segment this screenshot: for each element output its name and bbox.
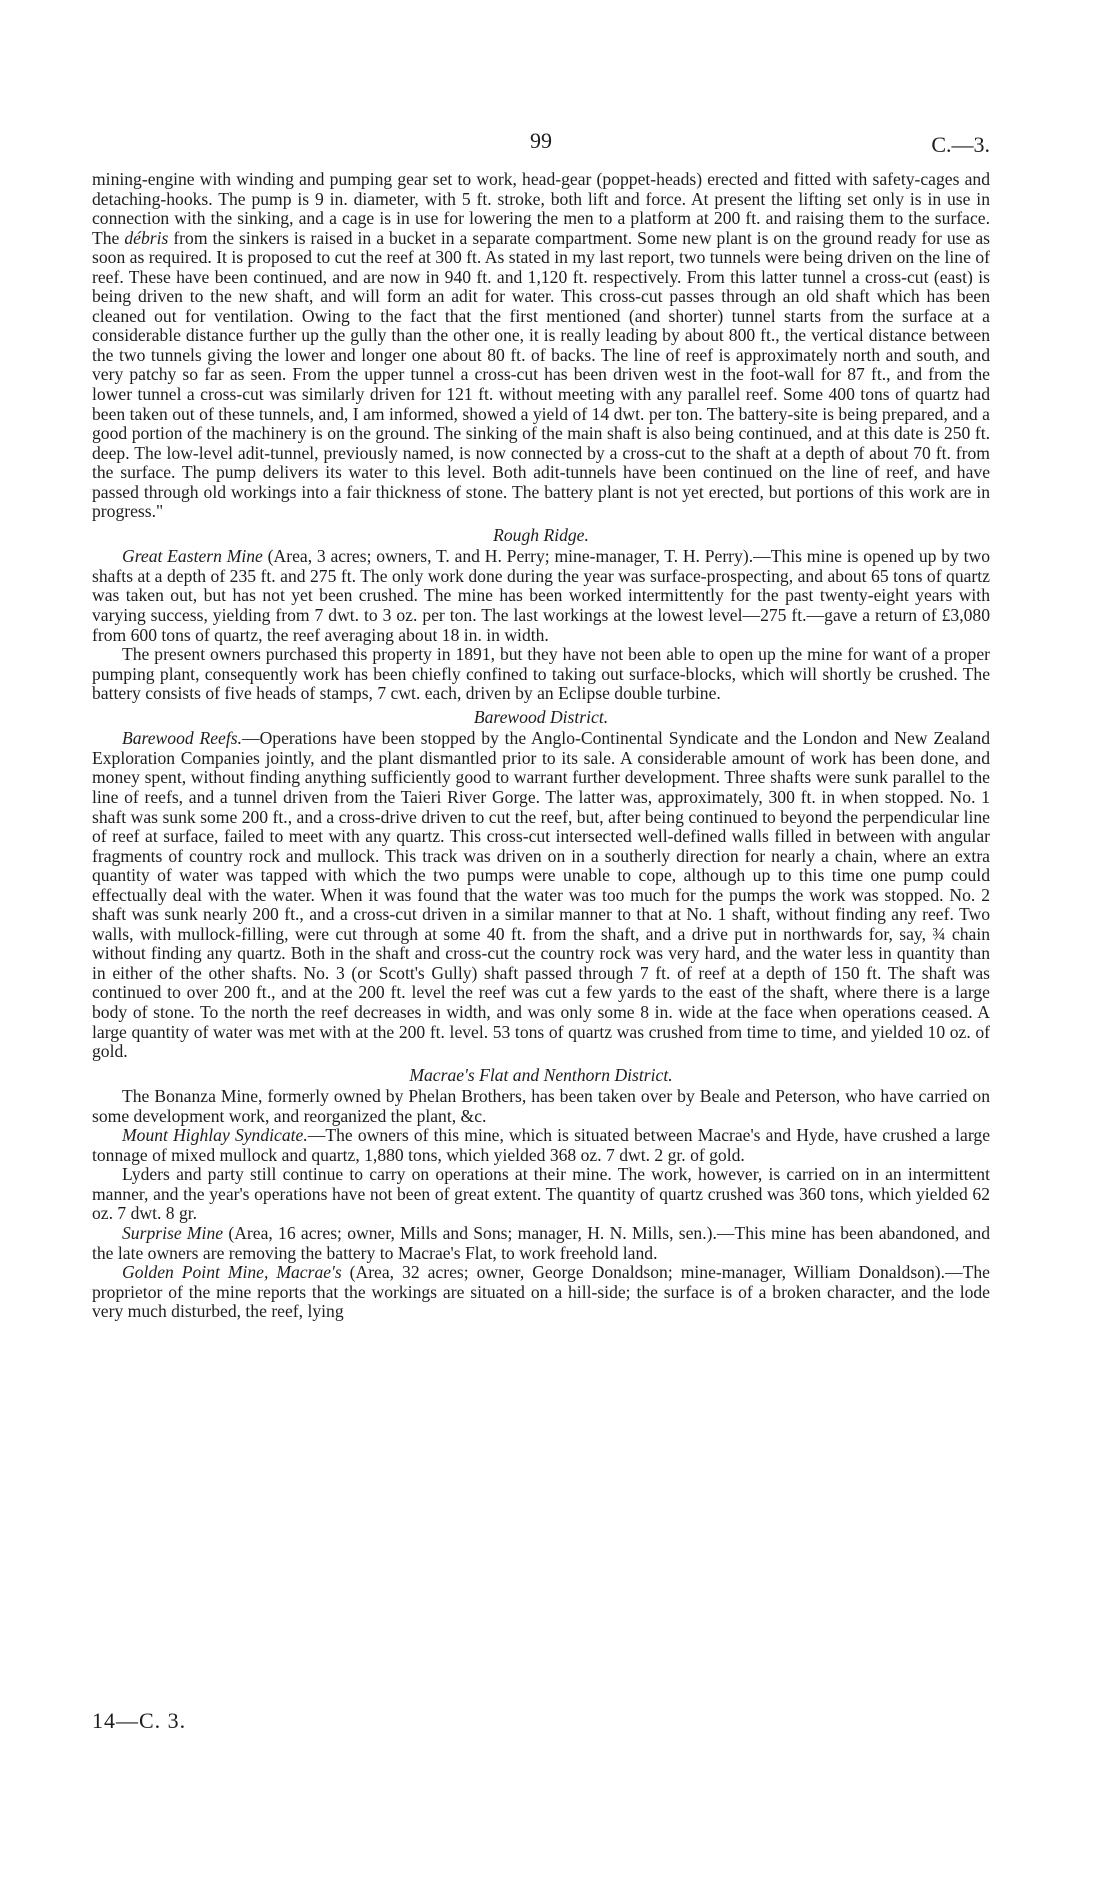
paragraph-text: (Area, 16 acres; owner, Mills and Sons; manager, H. N. Mills, sen.).—This mine has been abandoned, and the late owners are removing the battery to Macrae's Flat, to work freehold land. [92, 1222, 990, 1263]
paragraph-text: mining-engine with winding and pumping gear set to work, head-gear (poppet-heads) erected and fitted with safety-cages and detaching-hooks. The pump is 9 in. diameter, with 5 ft. stroke, both lift and force. At present the lifting set only is in use in connection with the sinking, and a cage is in use for lowering the men to a platform at 200 ft. and raising them to the surface. The [92, 169, 990, 248]
mine-name: Mount Highlay Syndicate. [122, 1125, 308, 1146]
mine-name: Great Eastern Mine [122, 546, 263, 567]
document-reference: C.—3. [931, 132, 990, 157]
paragraph-barewood-reefs [92, 729, 990, 1061]
paragraph-text: from the sinkers is raised in a bucket in a separate compartment. Some new plant is on the ground ready for use as soon as required. It is proposed to cut the reef at 300 ft. As stated in my last report, two tunnels were being driven on the line of reef. These have been continued, and are now in 940 ft. and 1,120 ft. respectively. From this latter tunnel a cross-cut (east) is being driven to the new shaft, and will form an adit for water. This cross-cut passes through an old shaft which has been cleaned out for ventilation. Owing to the fact that the first mentioned (and shorter) tunnel starts from the surface at a considerable distance further up the gully than the other one, it is really leading by about 800 ft., the vertical distance between the two tunnels giving the lower and longer one about 80 ft. of backs. The line of reef is approximately north and south, and very patchy so far as seen. From the upper tunnel a cross-cut has been driven west in the foot-wall for 87 ft., and from the lower tunnel a cross-cut was similarly driven for 121 ft. without meeting with any parallel reef. Some 400 tons of quartz had been taken out of these tunnels, and, I am informed, showed a yield of 14 dwt. per ton. The battery-site is being prepared, and a good portion of the machinery is on the ground. The sinking of the main shaft is also being continued, and at this date is 250 ft. deep. The low-level adit-tunnel, previously named, is now connected by a cross-cut to the shaft at a depth of about 70 ft. from the surface. The pump delivers its water to this level. Both adit-tunnels have been continued on the line of reef, and have passed through old workings into a fair thickness of stone. The battery plant is not yet erected, but portions of this work are in progress." [92, 227, 990, 522]
paragraph-text: —Operations have been stopped by the Anglo-Continental Syndicate and the London and New Zealand Exploration Companies jointly, and the plant dismantled prior to its sale. A considerable amount of work has been done, and money spent, without finding anything sufficiently good to warrant further development. Three shafts were sunk parallel to the line of reefs, and a tunnel driven from the Taieri River Gorge. The latter was, approximately, 300 ft. in when stopped. No. 1 shaft was sunk some 200 ft., and a cross-drive driven to cut the reef, but, after being continued to beyond the perpendicular line of reef at surface, failed to meet with any quartz. This cross-cut intersected well-defined walls filled in between with angular fragments of country rock and mullock. This track was driven on in a southerly direction for nearly a chain, where an extra quantity of water was tapped with which the two pumps were unable to cope, although up to this time one pump could effectually deal with the water. When it was found that the water was too much for the pumps the work was stopped. No. 2 shaft was sunk nearly 200 ft., and a cross-cut driven in a similar manner to that at No. 1 shaft, without finding any reef. Two walls, with mullock-filling, were cut through at some 40 ft. from the shaft, and a drive put in northwards for, say, ¾ chain without finding any quartz. Both in the shaft and cross-cut the country rock was very hard, and the water less in quantity than in either of the other shafts. No. 3 (or Scott's Gully) shaft passed through 7 ft. of reef at a depth of 150 ft. The shaft was continued to over 200 ft., and at the 200 ft. level the reef was cut a few yards to the east of the shaft, where there is a large body of stone. To the north the reef decreases in width, and was only some 8 in. wide at the face when operations ceased. A large quantity of water was met with at the 200 ft. level. 53 tons of quartz was crushed from time to time, and yielded 10 oz. of gold. [92, 728, 990, 1062]
paragraph-surprise-mine [92, 1224, 990, 1263]
page-number: 99 [530, 128, 552, 153]
section-heading-barewood: Barewood District. [473, 706, 609, 727]
paragraph-text: (Area, 32 acres; owner, George Donaldson; mine-manager, William Donaldson).—The proprietor of the mine reports that the workings are situated on a hill-side; the surface is of a broken character, and the lode very much disturbed, the reef, lying [92, 1262, 990, 1322]
mine-name: Golden Point Mine, Macrae's [122, 1262, 342, 1283]
paragraph-text: (Area, 3 acres; owners, T. and H. Perry; mine-manager, T. H. Perry).—This mine is opened up by two shafts at a depth of 235 ft. and 275 ft. The only work done during the year was surface-prospecting, and about 65 tons of quartz was taken out, but has not yet been crushed. The mine has been worked intermittently for the past twenty-eight years with varying success, yielding from 7 dwt. to 3 oz. per ton. The last workings at the lowest level—275 ft.—gave a return of £3,080 from 600 tons of quartz, the reef averaging about 18 in. in width. [92, 546, 990, 645]
paragraph-bonanza: The Bonanza Mine, formerly owned by Phelan Brothers, has been taken over by Beale and Peterson, who have carried on some development work, and reorganized the plant, &c. [92, 1086, 990, 1126]
mine-name: Barewood Reefs. [122, 728, 242, 749]
paragraph-great-eastern [92, 547, 990, 645]
section-heading-macraes: Macrae's Flat and Nenthorn District. [409, 1064, 673, 1085]
signature-mark: 14—C. 3. [92, 1708, 187, 1733]
page-header [92, 118, 990, 158]
paragraph-golden-point [92, 1263, 990, 1322]
paragraph-continuation [92, 170, 990, 522]
paragraph-owners: The present owners purchased this property in 1891, but they have not been able to open up the mine for want of a proper pumping plant, consequently work has been chiefly confined to taking out surface-blocks, which will shortly be crushed. The battery consists of five heads of stamps, 7 cwt. each, driven by an Eclipse double turbine. [92, 644, 990, 704]
section-heading-rough-ridge: Rough Ridge. [493, 524, 589, 545]
body-text [92, 170, 990, 1322]
paragraph-text: —The owners of this mine, which is situated between Macrae's and Hyde, have crushed a large tonnage of mixed mullock and quartz, 1,880 tons, which yielded 368 oz. 7 dwt. 2 gr. of gold. [92, 1125, 991, 1165]
italic-term: débris [124, 227, 169, 248]
paragraph-lyders: Lyders and party still continue to carry on operations at their mine. The work, however, is carried on in an intermittent manner, and the year's operations have not been of great extent. The quantity of quartz crushed was 360 tons, which yielded 62 oz. 7 dwt. 8 gr. [92, 1164, 990, 1224]
mine-name: Surprise Mine [122, 1222, 224, 1243]
paragraph-mount-highlay [92, 1126, 990, 1165]
